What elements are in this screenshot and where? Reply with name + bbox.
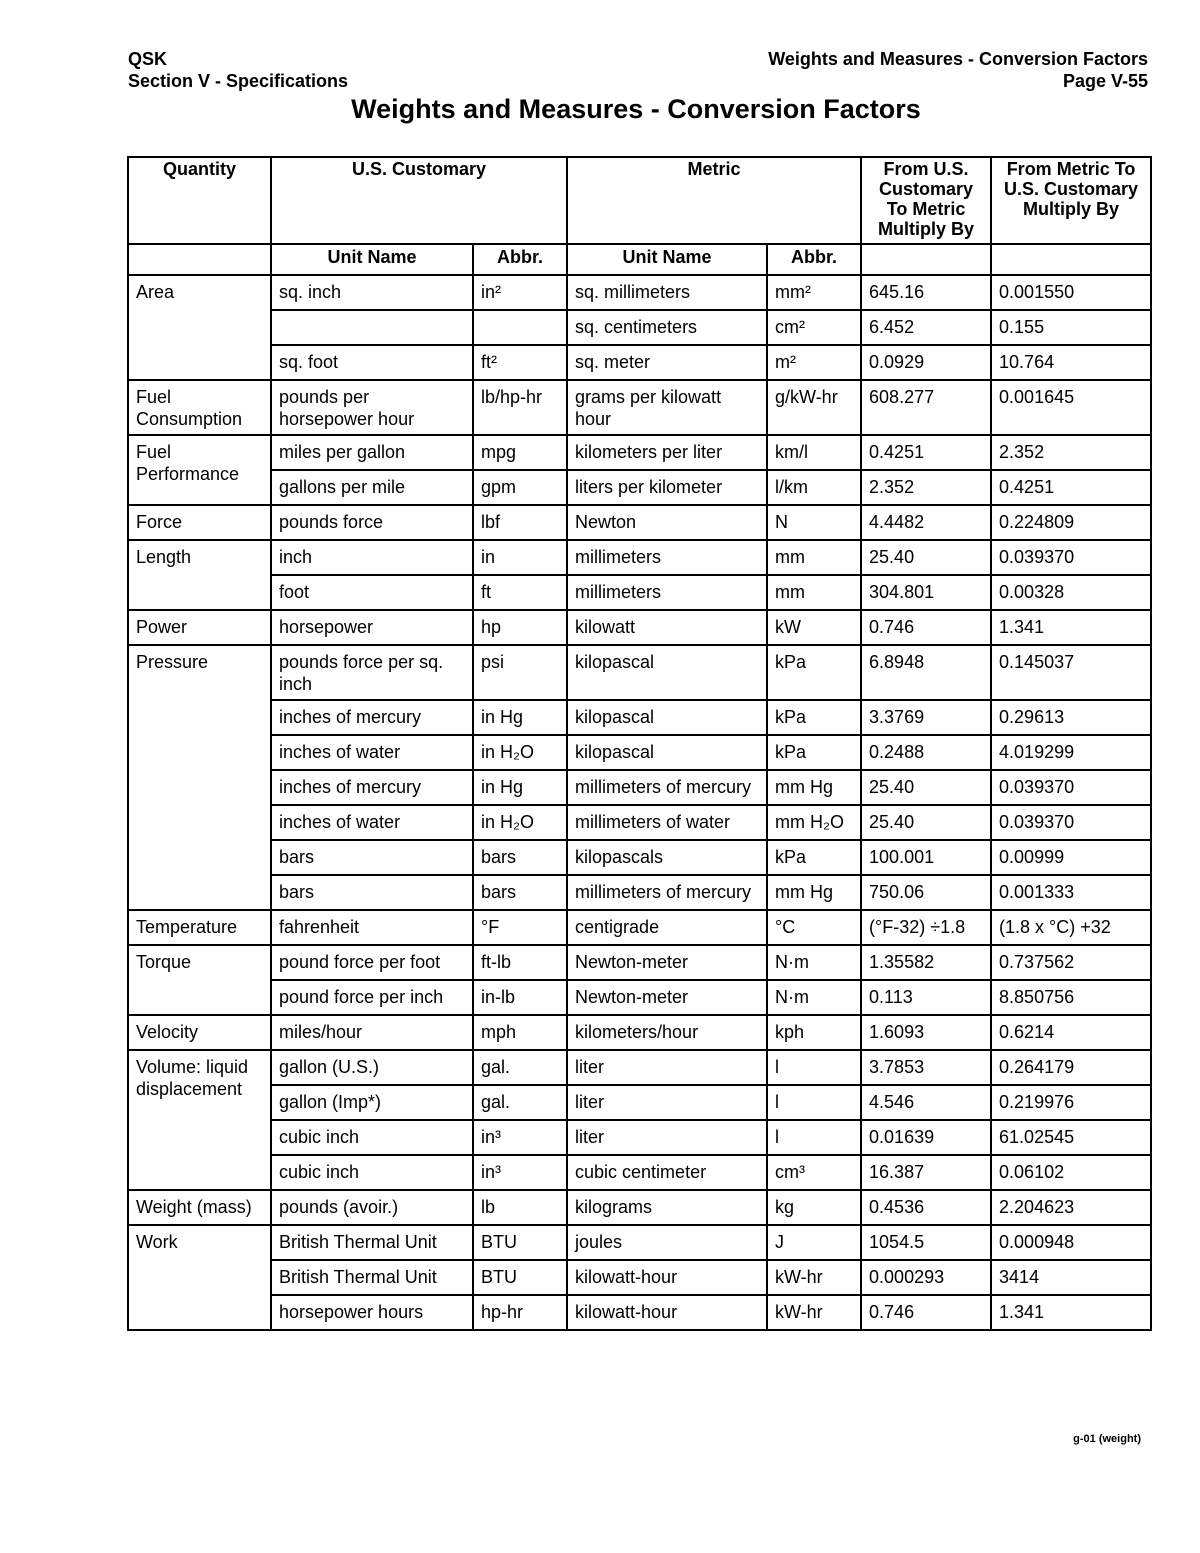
quantity-cell: Work: [128, 1225, 271, 1330]
us-unit-name-cell: miles/hour: [271, 1015, 473, 1050]
table-row: [128, 345, 1151, 380]
us-unit-name-cell: bars: [271, 840, 473, 875]
metric-unit-name-cell: sq. meter: [567, 345, 767, 380]
metric-unit-name-cell: kilometers/hour: [567, 1015, 767, 1050]
table-row: [128, 910, 1151, 945]
factor-to-metric-cell: 25.40: [861, 770, 991, 805]
factor-to-metric-cell: 0.4251: [861, 435, 991, 470]
metric-abbr-cell: kW-hr: [767, 1260, 861, 1295]
metric-unit-name-cell: millimeters: [567, 575, 767, 610]
metric-unit-name-cell: millimeters of water: [567, 805, 767, 840]
us-unit-name-cell: sq. foot: [271, 345, 473, 380]
metric-abbr-cell: l: [767, 1085, 861, 1120]
factor-to-metric-cell: 16.387: [861, 1155, 991, 1190]
metric-unit-name-cell: Newton-meter: [567, 980, 767, 1015]
table-row: [128, 505, 1151, 540]
factor-to-metric-cell: (°F-32) ÷1.8: [861, 910, 991, 945]
us-unit-name-cell: horsepower hours: [271, 1295, 473, 1330]
us-abbr-cell: bars: [473, 840, 567, 875]
factor-to-metric-cell: 4.4482: [861, 505, 991, 540]
table-row: [128, 435, 1151, 470]
us-abbr-cell: in H₂O: [473, 805, 567, 840]
metric-abbr-cell: kg: [767, 1190, 861, 1225]
metric-abbr-cell: J: [767, 1225, 861, 1260]
quantity-cell: Fuel Performance: [128, 435, 271, 505]
header-metric-unit-name: Unit Name: [567, 244, 767, 275]
us-abbr-cell: in Hg: [473, 770, 567, 805]
factor-to-us-cell: 1.341: [991, 1295, 1151, 1330]
factor-to-us-cell: 0.145037: [991, 645, 1151, 700]
us-unit-name-cell: British Thermal Unit: [271, 1225, 473, 1260]
factor-to-metric-cell: 2.352: [861, 470, 991, 505]
metric-abbr-cell: mm: [767, 540, 861, 575]
page-header-left: [128, 48, 348, 92]
conversion-table-body: [128, 275, 1151, 1330]
figure-code: g-01 (weight): [1073, 1433, 1141, 1445]
factor-to-metric-cell: 3.7853: [861, 1050, 991, 1085]
metric-unit-name-cell: liter: [567, 1085, 767, 1120]
factor-to-us-cell: 0.001645: [991, 380, 1151, 435]
us-abbr-cell: BTU: [473, 1225, 567, 1260]
metric-abbr-cell: cm³: [767, 1155, 861, 1190]
quantity-cell: Power: [128, 610, 271, 645]
metric-unit-name-cell: millimeters of mercury: [567, 770, 767, 805]
quantity-cell: Fuel Consumption: [128, 380, 271, 435]
header-us-customary: U.S. Customary: [271, 157, 567, 244]
table-row: [128, 610, 1151, 645]
us-abbr-cell: hp: [473, 610, 567, 645]
us-abbr-cell: bars: [473, 875, 567, 910]
factor-to-us-cell: 0.6214: [991, 1015, 1151, 1050]
factor-to-us-cell: 0.039370: [991, 770, 1151, 805]
factor-to-metric-cell: 3.3769: [861, 700, 991, 735]
us-unit-name-cell: gallon (U.S.): [271, 1050, 473, 1085]
us-abbr-cell: in H₂O: [473, 735, 567, 770]
table-row: [128, 380, 1151, 435]
factor-to-metric-cell: 0.4536: [861, 1190, 991, 1225]
factor-to-us-cell: 0.4251: [991, 470, 1151, 505]
metric-abbr-cell: l: [767, 1050, 861, 1085]
us-unit-name-cell: bars: [271, 875, 473, 910]
us-abbr-cell: ft²: [473, 345, 567, 380]
factor-to-us-cell: 0.00999: [991, 840, 1151, 875]
metric-abbr-cell: N·m: [767, 980, 861, 1015]
header-quantity: Quantity: [128, 157, 271, 244]
factor-to-us-cell: 0.039370: [991, 805, 1151, 840]
table-row: [128, 575, 1151, 610]
us-unit-name-cell: pounds force: [271, 505, 473, 540]
page-number: Page V-55: [1062, 71, 1148, 91]
metric-abbr-cell: mm²: [767, 275, 861, 310]
metric-unit-name-cell: millimeters of mercury: [567, 875, 767, 910]
metric-unit-name-cell: Newton: [567, 505, 767, 540]
us-unit-name-cell: pound force per foot: [271, 945, 473, 980]
us-abbr-cell: in: [473, 540, 567, 575]
us-abbr-cell: lb/hp-hr: [473, 380, 567, 435]
quantity-cell: Pressure: [128, 645, 271, 910]
factor-to-us-cell: 0.29613: [991, 700, 1151, 735]
factor-to-us-cell: 2.352: [991, 435, 1151, 470]
metric-abbr-cell: l/km: [767, 470, 861, 505]
metric-abbr-cell: kPa: [767, 735, 861, 770]
us-unit-name-cell: fahrenheit: [271, 910, 473, 945]
section-name: Section V - Specifications: [128, 71, 349, 91]
factor-to-metric-cell: 25.40: [861, 540, 991, 575]
quantity-cell: Volume: liquid displacement: [128, 1050, 271, 1190]
us-abbr-cell: mpg: [473, 435, 567, 470]
us-abbr-cell: hp-hr: [473, 1295, 567, 1330]
table-row: [128, 1155, 1151, 1190]
header-blank: [128, 244, 271, 275]
factor-to-us-cell: 0.000948: [991, 1225, 1151, 1260]
table-row: [128, 1295, 1151, 1330]
metric-unit-name-cell: joules: [567, 1225, 767, 1260]
us-abbr-cell: psi: [473, 645, 567, 700]
metric-abbr-cell: mm Hg: [767, 770, 861, 805]
factor-to-us-cell: 3414: [991, 1260, 1151, 1295]
metric-unit-name-cell: liter: [567, 1120, 767, 1155]
us-unit-name-cell: pounds per horsepower hour: [271, 380, 473, 435]
header-us-unit-name: Unit Name: [271, 244, 473, 275]
metric-abbr-cell: mm Hg: [767, 875, 861, 910]
factor-to-us-cell: 0.001333: [991, 875, 1151, 910]
quantity-cell: Length: [128, 540, 271, 610]
factor-to-metric-cell: 750.06: [861, 875, 991, 910]
factor-to-us-cell: 0.00328: [991, 575, 1151, 610]
metric-abbr-cell: kPa: [767, 700, 861, 735]
us-unit-name-cell: horsepower: [271, 610, 473, 645]
factor-to-metric-cell: 6.452: [861, 310, 991, 345]
table-row: [128, 875, 1151, 910]
factor-to-us-cell: 8.850756: [991, 980, 1151, 1015]
us-abbr-cell: lb: [473, 1190, 567, 1225]
factor-to-us-cell: 0.264179: [991, 1050, 1151, 1085]
table-row: [128, 805, 1151, 840]
table-row: [128, 1225, 1151, 1260]
table-row: [128, 980, 1151, 1015]
table-row: [128, 1120, 1151, 1155]
metric-unit-name-cell: liter: [567, 1050, 767, 1085]
metric-unit-name-cell: sq. millimeters: [567, 275, 767, 310]
factor-to-metric-cell: 0.746: [861, 1295, 991, 1330]
header-to-metric: From U.S. Customary To Metric Multiply By: [861, 157, 991, 244]
metric-unit-name-cell: millimeters: [567, 540, 767, 575]
factor-to-us-cell: 0.06102: [991, 1155, 1151, 1190]
manual-name: QSK: [128, 49, 168, 69]
table-row: [128, 1015, 1151, 1050]
table-row: [128, 645, 1151, 700]
factor-to-us-cell: 0.155: [991, 310, 1151, 345]
table-row: [128, 1260, 1151, 1295]
table-row: [128, 770, 1151, 805]
quantity-cell: Area: [128, 275, 271, 380]
us-abbr-cell: [473, 310, 567, 345]
factor-to-metric-cell: 0.0929: [861, 345, 991, 380]
table-row: [128, 310, 1151, 345]
metric-abbr-cell: g/kW-hr: [767, 380, 861, 435]
metric-unit-name-cell: kilowatt-hour: [567, 1295, 767, 1330]
factor-to-us-cell: 4.019299: [991, 735, 1151, 770]
metric-abbr-cell: kW-hr: [767, 1295, 861, 1330]
metric-abbr-cell: N: [767, 505, 861, 540]
table-row: [128, 470, 1151, 505]
us-unit-name-cell: miles per gallon: [271, 435, 473, 470]
factor-to-metric-cell: 1.6093: [861, 1015, 991, 1050]
us-unit-name-cell: inches of mercury: [271, 770, 473, 805]
table-row: [128, 945, 1151, 980]
table-row: [128, 840, 1151, 875]
metric-abbr-cell: km/l: [767, 435, 861, 470]
us-abbr-cell: gpm: [473, 470, 567, 505]
factor-to-metric-cell: 0.01639: [861, 1120, 991, 1155]
us-unit-name-cell: sq. inch: [271, 275, 473, 310]
metric-unit-name-cell: kilometers per liter: [567, 435, 767, 470]
factor-to-metric-cell: 0.2488: [861, 735, 991, 770]
us-abbr-cell: °F: [473, 910, 567, 945]
factor-to-us-cell: 0.737562: [991, 945, 1151, 980]
factor-to-us-cell: 0.001550: [991, 275, 1151, 310]
us-abbr-cell: ft-lb: [473, 945, 567, 980]
factor-to-metric-cell: 0.000293: [861, 1260, 991, 1295]
header-blank: [861, 244, 991, 275]
us-unit-name-cell: gallon (Imp*): [271, 1085, 473, 1120]
us-abbr-cell: in²: [473, 275, 567, 310]
us-unit-name-cell: gallons per mile: [271, 470, 473, 505]
factor-to-metric-cell: 1054.5: [861, 1225, 991, 1260]
metric-abbr-cell: kPa: [767, 645, 861, 700]
factor-to-us-cell: 0.224809: [991, 505, 1151, 540]
header-to-us: From Metric To U.S. Customary Multiply By: [991, 157, 1151, 244]
factor-to-metric-cell: 645.16: [861, 275, 991, 310]
header-us-abbr: Abbr.: [473, 244, 567, 275]
us-abbr-cell: gal.: [473, 1085, 567, 1120]
us-abbr-cell: in³: [473, 1155, 567, 1190]
metric-unit-name-cell: kilopascal: [567, 645, 767, 700]
table-row: [128, 1050, 1151, 1085]
factor-to-metric-cell: 608.277: [861, 380, 991, 435]
metric-unit-name-cell: kilograms: [567, 1190, 767, 1225]
table-row: [128, 1085, 1151, 1120]
factor-to-us-cell: 10.764: [991, 345, 1151, 380]
us-unit-name-cell: pounds force per sq. inch: [271, 645, 473, 700]
us-unit-name-cell: British Thermal Unit: [271, 1260, 473, 1295]
us-abbr-cell: in³: [473, 1120, 567, 1155]
metric-unit-name-cell: kilopascal: [567, 700, 767, 735]
quantity-cell: Torque: [128, 945, 271, 1015]
header-metric-abbr: Abbr.: [767, 244, 861, 275]
quantity-cell: Weight (mass): [128, 1190, 271, 1225]
us-unit-name-cell: inches of water: [271, 735, 473, 770]
table-row: [128, 700, 1151, 735]
metric-abbr-cell: mm H₂O: [767, 805, 861, 840]
factor-to-us-cell: 0.219976: [991, 1085, 1151, 1120]
factor-to-metric-cell: 304.801: [861, 575, 991, 610]
us-unit-name-cell: foot: [271, 575, 473, 610]
us-abbr-cell: ft: [473, 575, 567, 610]
us-unit-name-cell: pounds (avoir.): [271, 1190, 473, 1225]
quantity-cell: Force: [128, 505, 271, 540]
factor-to-us-cell: 0.039370: [991, 540, 1151, 575]
metric-unit-name-cell: Newton-meter: [567, 945, 767, 980]
us-unit-name-cell: cubic inch: [271, 1155, 473, 1190]
metric-abbr-cell: mm: [767, 575, 861, 610]
metric-abbr-cell: kPa: [767, 840, 861, 875]
factor-to-us-cell: 2.204623: [991, 1190, 1151, 1225]
factor-to-metric-cell: 25.40: [861, 805, 991, 840]
factor-to-metric-cell: 100.001: [861, 840, 991, 875]
metric-abbr-cell: N·m: [767, 945, 861, 980]
us-unit-name-cell: inches of mercury: [271, 700, 473, 735]
factor-to-metric-cell: 0.746: [861, 610, 991, 645]
us-unit-name-cell: inches of water: [271, 805, 473, 840]
table-row: [128, 1190, 1151, 1225]
metric-abbr-cell: kph: [767, 1015, 861, 1050]
metric-unit-name-cell: cubic centimeter: [567, 1155, 767, 1190]
header-metric: Metric: [567, 157, 861, 244]
us-unit-name-cell: [271, 310, 473, 345]
factor-to-us-cell: (1.8 x °C) +32: [991, 910, 1151, 945]
metric-unit-name-cell: kilowatt-hour: [567, 1260, 767, 1295]
quantity-cell: Temperature: [128, 910, 271, 945]
conversion-table: [127, 156, 1152, 1331]
metric-unit-name-cell: sq. centimeters: [567, 310, 767, 345]
table-row: [128, 540, 1151, 575]
metric-abbr-cell: m²: [767, 345, 861, 380]
us-unit-name-cell: cubic inch: [271, 1120, 473, 1155]
metric-abbr-cell: °C: [767, 910, 861, 945]
metric-unit-name-cell: centigrade: [567, 910, 767, 945]
us-unit-name-cell: inch: [271, 540, 473, 575]
metric-unit-name-cell: kilopascals: [567, 840, 767, 875]
table-row: [128, 275, 1151, 310]
factor-to-metric-cell: 4.546: [861, 1085, 991, 1120]
us-abbr-cell: BTU: [473, 1260, 567, 1295]
header-blank: [991, 244, 1151, 275]
us-abbr-cell: gal.: [473, 1050, 567, 1085]
factor-to-us-cell: 1.341: [991, 610, 1151, 645]
factor-to-metric-cell: 6.8948: [861, 645, 991, 700]
metric-unit-name-cell: kilowatt: [567, 610, 767, 645]
metric-unit-name-cell: grams per kilowatt hour: [567, 380, 767, 435]
factor-to-metric-cell: 0.113: [861, 980, 991, 1015]
metric-abbr-cell: cm²: [767, 310, 861, 345]
us-abbr-cell: mph: [473, 1015, 567, 1050]
header-topic: Weights and Measures - Conversion Factors: [768, 49, 1148, 69]
us-unit-name-cell: pound force per inch: [271, 980, 473, 1015]
metric-unit-name-cell: liters per kilometer: [567, 470, 767, 505]
us-abbr-cell: lbf: [473, 505, 567, 540]
factor-to-us-cell: 61.02545: [991, 1120, 1151, 1155]
page-header-right: [768, 48, 1148, 92]
factor-to-metric-cell: 1.35582: [861, 945, 991, 980]
us-abbr-cell: in-lb: [473, 980, 567, 1015]
quantity-cell: Velocity: [128, 1015, 271, 1050]
metric-abbr-cell: l: [767, 1120, 861, 1155]
metric-unit-name-cell: kilopascal: [567, 735, 767, 770]
us-abbr-cell: in Hg: [473, 700, 567, 735]
table-row: [128, 735, 1151, 770]
page-title: Weights and Measures - Conversion Factors: [351, 94, 921, 124]
metric-abbr-cell: kW: [767, 610, 861, 645]
